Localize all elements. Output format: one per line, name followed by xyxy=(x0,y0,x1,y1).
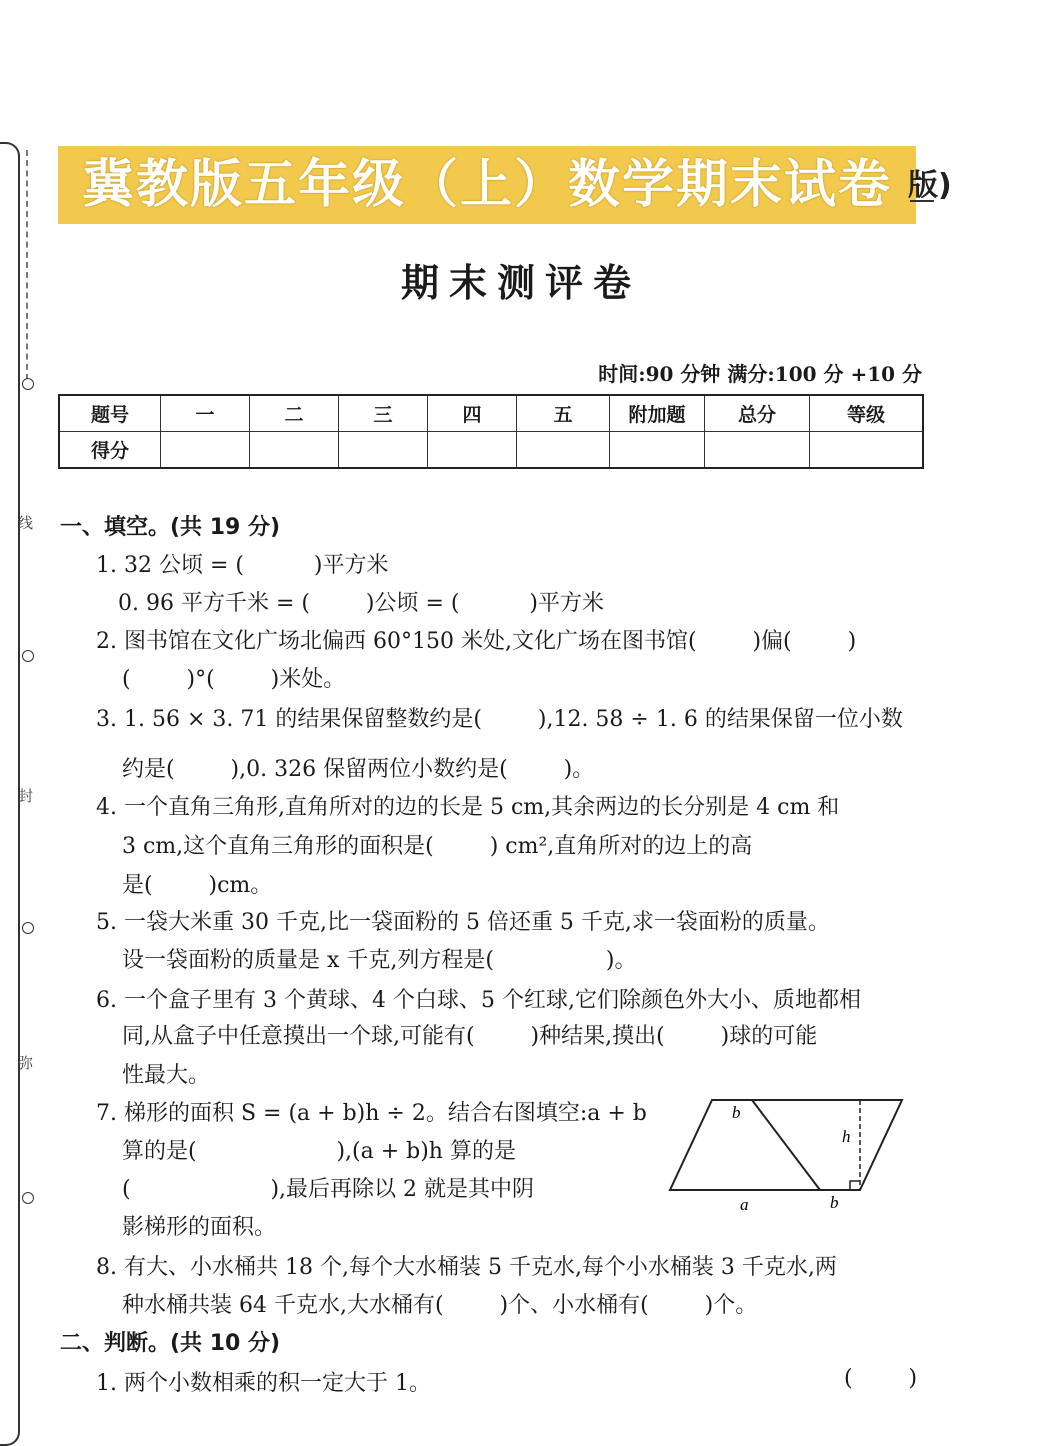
question-line: 4. 一个直角三角形,直角所对的边的长是 5 cm,其余两边的长分别是 4 cm 和 xyxy=(96,795,840,820)
question-line: 3 cm,这个直角三角形的面积是( ) cm²,直角所对的边上的高 xyxy=(122,834,753,859)
binding-char-seal2: 弥 xyxy=(18,1054,34,1072)
score-table-header-row xyxy=(59,395,923,432)
question-line: 8. 有大、小水桶共 18 个,每个大水桶装 5 千克水,每个小水桶装 3 千克水,两 xyxy=(96,1255,837,1280)
binding-hole xyxy=(22,378,34,390)
score-header: 题号 xyxy=(59,395,161,432)
score-table xyxy=(58,394,924,469)
score-header: 总分 xyxy=(705,395,810,432)
question-line: ( ),最后再除以 2 就是其中阴 xyxy=(122,1177,535,1202)
question-line: 0. 96 平方千米 = ( )公顷 = ( )平方米 xyxy=(118,591,605,616)
binding-margin xyxy=(0,142,20,1446)
binding-hole xyxy=(22,650,34,662)
question-line: 1. 两个小数相乘的积一定大于 1。 xyxy=(96,1371,431,1396)
score-cell[interactable] xyxy=(810,432,924,469)
question-line: 约是( ),0. 326 保留两位小数约是( )。 xyxy=(122,757,595,782)
banner-rule xyxy=(910,200,934,202)
question-line: 6. 一个盒子里有 3 个黄球、4 个白球、5 个红球,它们除颜色外大小、质地都相 xyxy=(96,988,861,1013)
score-header: 等级 xyxy=(810,395,924,432)
question-line: 同,从盒子中任意摸出一个球,可能有( )种结果,摸出( )球的可能 xyxy=(122,1024,818,1049)
question-line: 影梯形的面积。 xyxy=(122,1215,277,1240)
question-line: 是( )cm。 xyxy=(122,873,273,898)
trapezoid-figure xyxy=(660,1090,910,1215)
question-line: 1. 32 公顷 = ( )平方米 xyxy=(96,553,389,578)
score-cell[interactable] xyxy=(610,432,705,469)
score-header: 二 xyxy=(250,395,339,432)
score-table-score-row xyxy=(59,432,923,469)
banner-title: 冀教版五年级（上）数学期末试卷 xyxy=(81,155,892,215)
section-1-title: 一、填空。(共 19 分) xyxy=(60,515,281,540)
exam-subtitle: 期末测评卷 xyxy=(400,260,641,305)
binding-hole xyxy=(22,922,34,934)
binding-char-line: 线 xyxy=(18,514,34,532)
score-cell[interactable] xyxy=(517,432,610,469)
binding-hole xyxy=(22,1192,34,1204)
score-header: 五 xyxy=(517,395,610,432)
score-cell[interactable] xyxy=(161,432,250,469)
question-line: 2. 图书馆在文化广场北偏西 60°150 米处,文化广场在图书馆( )偏( ) xyxy=(96,629,857,654)
question-line: 种水桶共装 64 千克水,大水桶有( )个、小水桶有( )个。 xyxy=(122,1293,758,1318)
score-cell[interactable] xyxy=(250,432,339,469)
figure-label-bottom-a: a xyxy=(740,1195,749,1214)
question-line: 7. 梯形的面积 S = (a + b)h ÷ 2。结合右图填空:a + b xyxy=(96,1101,647,1126)
question-line: ( )°( )米处。 xyxy=(122,667,346,692)
section-2-title: 二、判断。(共 10 分) xyxy=(60,1331,281,1356)
score-header: 附加题 xyxy=(610,395,705,432)
score-row-label: 得分 xyxy=(59,432,161,469)
score-header: 四 xyxy=(428,395,517,432)
score-cell[interactable] xyxy=(705,432,810,469)
answer-box[interactable]: ( ) xyxy=(844,1366,918,1391)
question-line: 设一袋面粉的质量是 x 千克,列方程是( )。 xyxy=(122,948,637,973)
figure-label-top-b: b xyxy=(732,1103,741,1122)
question-line: 3. 1. 56 × 3. 71 的结果保留整数约是( ),12. 58 ÷ 1. 6 的结果保留一位小数 xyxy=(96,707,903,732)
score-cell[interactable] xyxy=(428,432,517,469)
score-header: 三 xyxy=(339,395,428,432)
question-line: 5. 一袋大米重 30 千克,比一袋面粉的 5 倍还重 5 千克,求一袋面粉的质量。 xyxy=(96,910,830,935)
binding-char-seal: 封 xyxy=(18,787,34,805)
figure-label-height: h xyxy=(842,1127,851,1146)
figure-label-bottom-b: b xyxy=(830,1193,839,1212)
banner-tail: 版) xyxy=(908,168,952,203)
question-line: 性最大。 xyxy=(122,1063,211,1088)
exam-meta: 时间:90 分钟 满分:100 分 +10 分 xyxy=(598,362,922,386)
question-line: 算的是( ),(a + b)h 算的是 xyxy=(122,1139,516,1164)
score-cell[interactable] xyxy=(339,432,428,469)
score-header: 一 xyxy=(161,395,250,432)
